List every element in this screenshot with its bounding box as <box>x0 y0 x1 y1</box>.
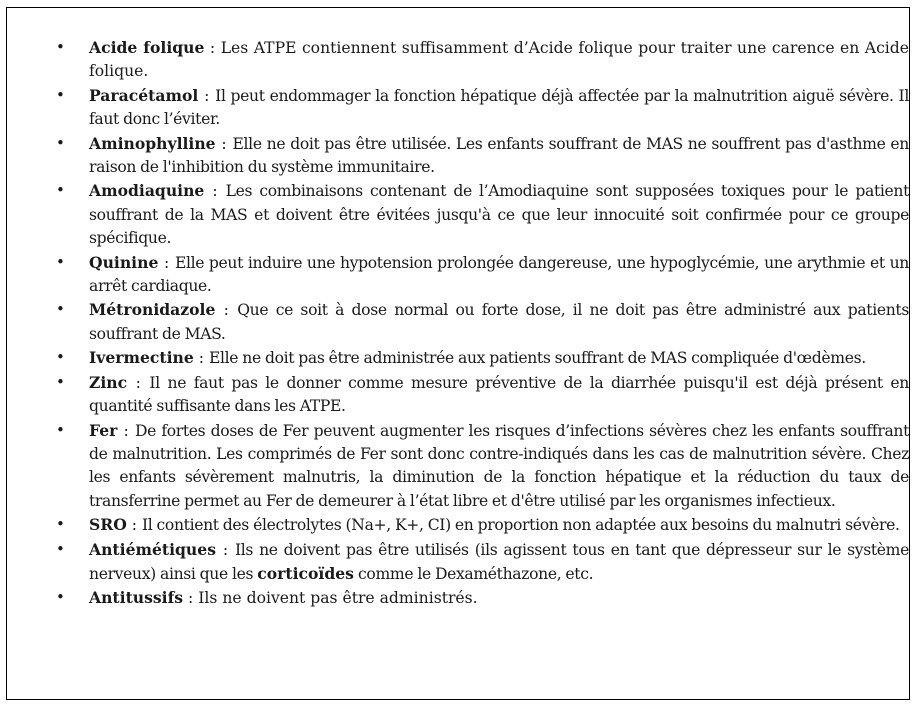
bullet-icon: • <box>56 133 65 152</box>
contraindicated-drugs-list <box>56 36 910 611</box>
item-separator: : <box>215 301 238 320</box>
bullet-icon: • <box>56 252 65 271</box>
item-term: Ivermectine <box>89 348 194 368</box>
list-item-ivermectine <box>56 346 909 370</box>
item-separator: : <box>198 86 216 105</box>
item-separator: : <box>183 589 199 608</box>
item-text: Elle peut induire une hypotension prolongée dangereuse, une hypoglycémie, une arythmie et un arrêt cardiaque. <box>89 253 909 296</box>
bullet-icon: • <box>56 420 65 439</box>
item-term: Antitussifs <box>89 588 184 608</box>
item-separator: : <box>127 373 150 392</box>
item-term: Paracétamol <box>89 85 199 105</box>
list-item-quinine <box>56 251 909 299</box>
item-separator: : <box>193 349 209 368</box>
list-item-aminophylline <box>56 132 909 180</box>
bullet-icon: • <box>56 348 65 367</box>
list-item-sro <box>56 513 909 537</box>
list-item-zinc <box>56 371 909 419</box>
list-item-antitussifs <box>56 586 909 610</box>
item-text: Il contient des électrolytes (Na+, K+, CI) en proportion non adaptée aux besoins du malnutri sévère. <box>141 516 900 535</box>
item-text: Ils ne doivent pas être utilisés (ils agissent tous en tant que dépresseur sur le système nerveux) ainsi que les <box>89 540 909 583</box>
item-term: Amodiaquine <box>89 181 205 201</box>
list-item-fer <box>56 419 909 514</box>
item-separator: : <box>215 134 233 153</box>
item-text: Elle ne doit pas être administrée aux patients souffrant de MAS compliquée d'œdèmes. <box>208 349 866 368</box>
list-item-acide-folique <box>56 36 910 84</box>
item-term: Métronidazole <box>89 300 216 320</box>
item-term: Antiémétiques <box>89 539 216 559</box>
item-term: Fer <box>89 420 118 440</box>
item-separator: : <box>117 421 135 440</box>
item-term: Aminophylline <box>89 133 216 153</box>
bullet-icon: • <box>56 300 65 319</box>
item-term-secondary: corticoïdes <box>257 563 354 583</box>
item-text: Elle ne doit pas être utilisée. Les enfants souffrant de MAS ne souffrent pas d'asthme en raison de l'inhibition du système immunitaire. <box>89 134 909 177</box>
item-text: Les ATPE contiennent suffisamment d’Acide folique pour traiter une carence en Acide folique. <box>89 39 910 81</box>
list-item-antiemetiques <box>56 538 909 587</box>
document-frame <box>6 7 910 700</box>
item-separator: : <box>158 253 175 272</box>
item-text: Que ce soit à dose normal ou forte dose, il ne doit pas être administré aux patients souffrant de MAS. <box>89 301 909 343</box>
item-separator: : <box>204 182 226 201</box>
item-text: Ils ne doivent pas être administrés. <box>198 589 478 608</box>
list-item-metronidazole <box>56 298 909 346</box>
bullet-icon: • <box>56 38 65 56</box>
list-item-amodiaquine <box>56 179 909 250</box>
item-term: Quinine <box>89 252 159 272</box>
bullet-icon: • <box>56 85 65 104</box>
item-text: Les combinaisons contenant de l’Amodiaquine sont supposées toxiques pour le patient souffrant de la MAS et doivent être évitées jusqu'à ce que leur innocuité soit confirmée pour ce groupe spécifique. <box>89 182 909 248</box>
item-term: Zinc <box>89 372 128 392</box>
item-text-continued: comme le Dexaméthazone, etc. <box>353 564 594 583</box>
item-term: SRO <box>89 515 127 535</box>
bullet-icon: • <box>56 515 65 534</box>
list-item-paracetamol <box>56 84 909 132</box>
item-separator: : <box>215 540 235 559</box>
item-text: De fortes doses de Fer peuvent augmenter les risques d’infections sévères chez les enfants souffrant de malnutrition. Les comprimés de Fer sont donc contre-indiqués dans les cas de malnutrition sévère. Chez les enfants sévèrement malnutris, la diminution de la fonction hépatique et la réduction du taux de transferrine permet au Fer de demeurer à l’état libre et d'être utilisé par les organismes infectieux. <box>89 421 909 510</box>
item-separator: : <box>126 516 142 535</box>
bullet-icon: • <box>56 372 65 391</box>
item-text: Il peut endommager la fonction hépatique déjà affectée par la malnutrition aiguë sévère. Il faut donc l’éviter. <box>89 86 909 129</box>
item-separator: : <box>204 39 221 57</box>
bullet-icon: • <box>56 588 65 607</box>
bullet-icon: • <box>56 539 65 558</box>
item-text: Il ne faut pas le donner comme mesure préventive de la diarrhée puisqu'il est déjà présent en quantité suffisante dans les ATPE. <box>89 373 909 416</box>
bullet-icon: • <box>56 181 65 200</box>
item-term: Acide folique <box>89 38 205 57</box>
